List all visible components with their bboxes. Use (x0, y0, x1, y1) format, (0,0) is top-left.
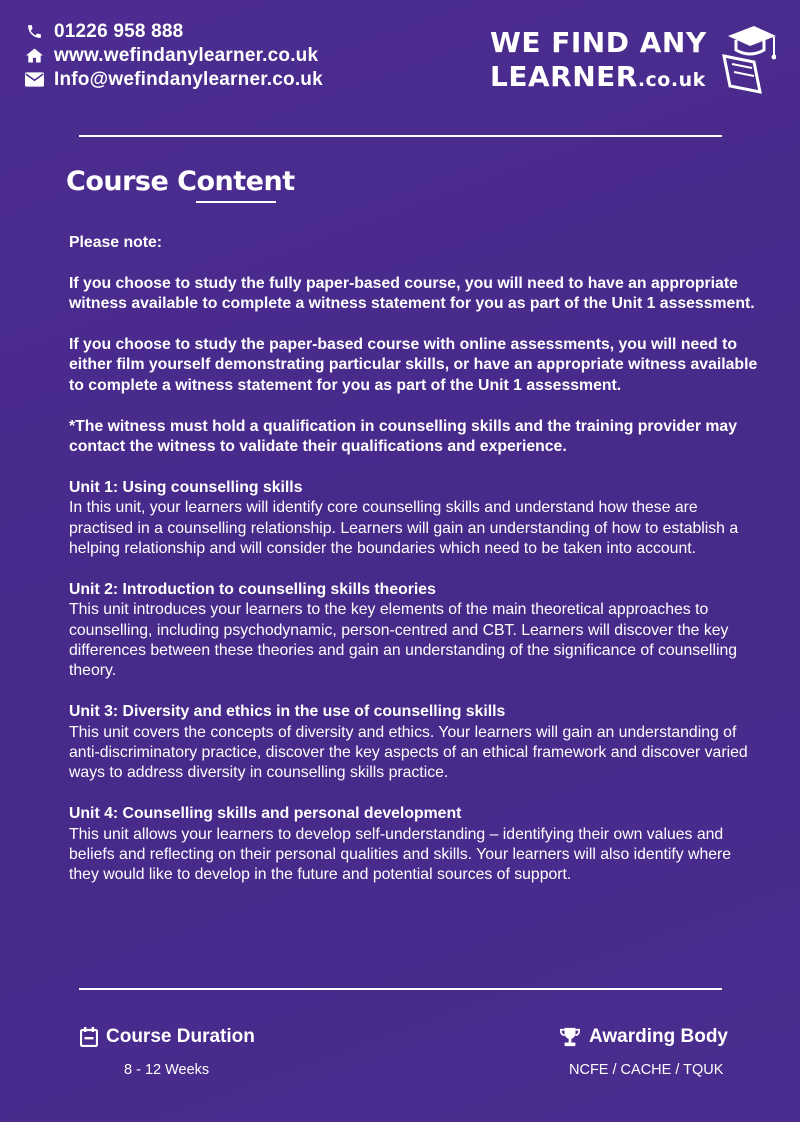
unit-title: Unit 1: Using counselling skills (69, 478, 303, 496)
unit-section (69, 804, 759, 886)
unit-description: This unit covers the concepts of diversity and ethics. Your learners will gain an understanding of anti-discriminatory practice, discover the key aspects of an ethical framework and discover varied ways to address diversity in counselling skills practice. (69, 723, 748, 782)
unit-section (69, 702, 759, 784)
awarding-label: Awarding Body (589, 1026, 728, 1047)
email-link: Info@wefindanylearner.co.uk (54, 68, 323, 90)
note-online-assessments: If you choose to study the paper-based course with online assessments, you will need to either film yourself demonstrating particular skills, or have an appropriate witness available to complete a witness statement for you as part of the Unit 1 assessment. (69, 336, 758, 394)
contact-email[interactable] (24, 68, 323, 91)
phone-number: 01226 958 888 (54, 20, 184, 42)
awarding-body (559, 1026, 728, 1078)
logo-line2: LEARNER.co.uk (490, 60, 706, 93)
contact-info (24, 20, 323, 92)
note-paper-based: If you choose to study the fully paper-based course, you will need to have an appropriate witness available to complete a witness statement for you as part of the Unit 1 assessment. (69, 274, 755, 313)
phone-icon (24, 23, 44, 41)
duration-value: 8 - 12 Weeks (124, 1062, 210, 1078)
home-icon (24, 47, 44, 65)
title-underline (196, 201, 276, 203)
unit-description: In this unit, your learners will identify core counselling skills and understand how these are practised in a counselling relationship. Learners will gain an understanding of how to establish a helping relationship and will consider the boundaries which need to be taken into account. (69, 499, 739, 558)
course-content (69, 233, 759, 906)
awarding-value: NCFE / CACHE / TQUK (569, 1062, 724, 1078)
note-witness: *The witness must hold a qualification in counselling skills and the training provider may contact the witness to validate their qualifications and experience. (69, 417, 737, 456)
unit-description: This unit allows your learners to develop self-understanding – identifying their own values and beliefs and reflecting on their personal qualities and skills. Your learners will also identify where they would like to develop in the future and potential sources of support. (69, 825, 732, 884)
website-link: www.wefindanylearner.co.uk (54, 44, 319, 66)
contact-phone[interactable] (24, 20, 323, 43)
calendar-icon (80, 1027, 98, 1047)
unit-section (69, 580, 759, 682)
bottom-divider (79, 988, 722, 990)
logo-line1: WE FIND ANY (490, 26, 707, 59)
course-duration (80, 1026, 255, 1078)
graduation-cap-book-icon (720, 26, 776, 94)
top-divider (79, 135, 722, 137)
unit-title: Unit 3: Diversity and ethics in the use of counselling skills (69, 703, 506, 721)
contact-website[interactable] (24, 44, 323, 67)
unit-title: Unit 4: Counselling skills and personal development (69, 805, 462, 823)
brand-logo (488, 26, 780, 96)
page-title: Course Content (66, 166, 295, 197)
unit-title: Unit 2: Introduction to counselling skills theories (69, 580, 436, 598)
notes-heading: Please note: (69, 234, 163, 251)
trophy-icon (559, 1027, 581, 1047)
unit-section (69, 478, 759, 560)
envelope-icon (24, 71, 44, 89)
duration-label: Course Duration (106, 1026, 255, 1047)
unit-description: This unit introduces your learners to the key elements of the main theoretical approaches to counselling, including psychodynamic, person-centred and CBT. Learners will discover the key differences between these theories and gain an understanding of the significance of counselling theory. (69, 601, 738, 680)
